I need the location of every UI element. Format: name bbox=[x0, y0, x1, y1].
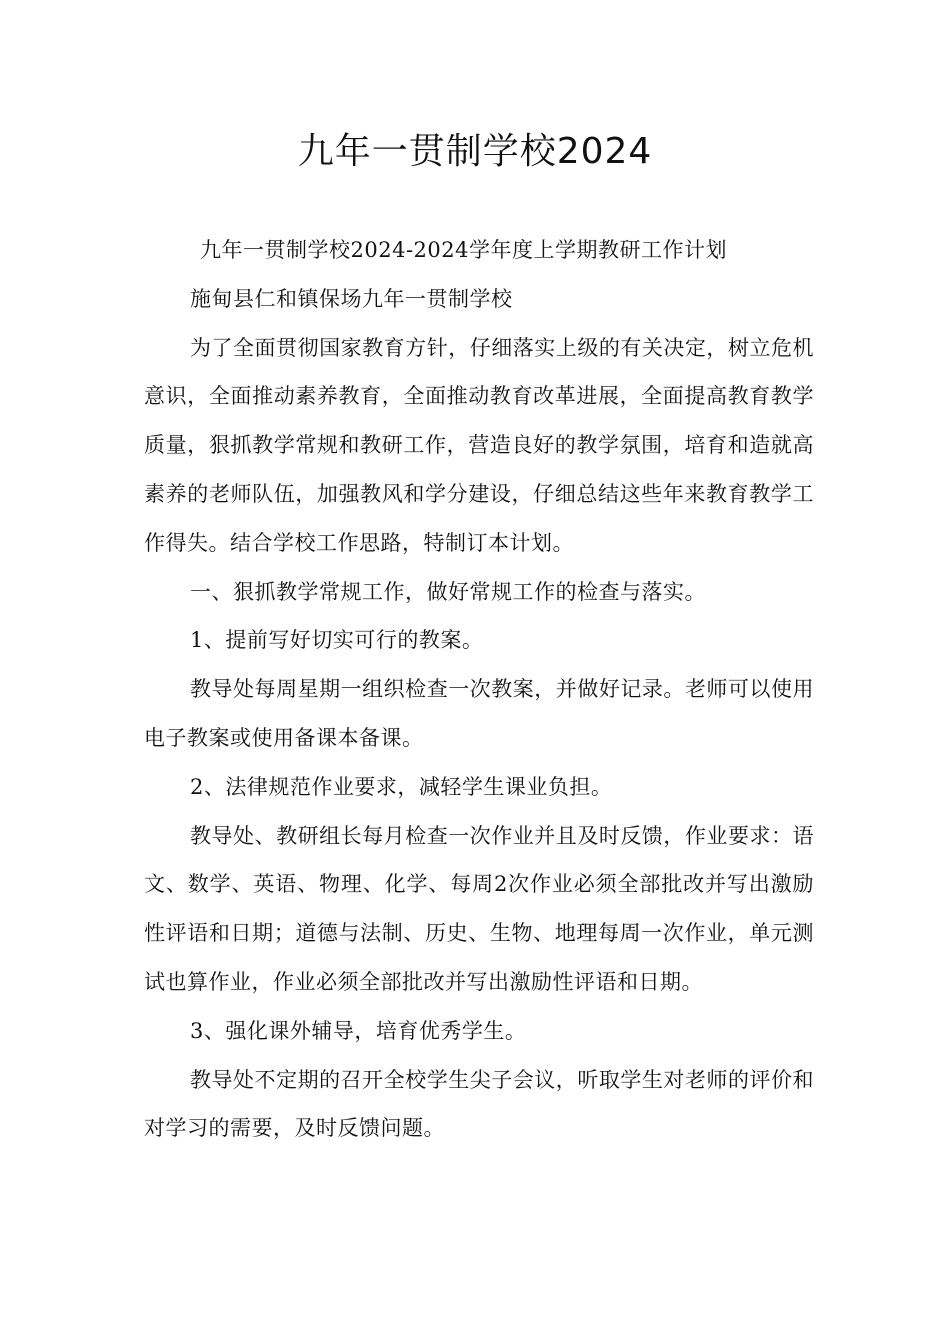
item-heading-3: 3、强化课外辅导，培育优秀学生。 bbox=[190, 1018, 527, 1043]
item-paragraph-2: 教导处、教研组长每月检查一次作业并且及时反馈，作业要求：语文、数学、英语、物理、化学、每周2次作业必须全部批改并写出激励性评语和日期；道德与法制、历史、生物、地理每周一次作业，单元测试也算作业，作业必须全部批改并写出激励性评语和日期。 bbox=[144, 823, 814, 994]
document-title: 九年一贯制学校2024 bbox=[297, 131, 653, 172]
item-heading-1: 1、提前写好切实可行的教案。 bbox=[190, 628, 484, 653]
item-heading-2: 2、法律规范作业要求，减轻学生课业负担。 bbox=[190, 774, 613, 799]
document-body bbox=[144, 226, 814, 1153]
intro-paragraph: 为了全面贯彻国家教育方针，仔细落实上级的有关决定，树立危机意识，全面推动素养教育，全面推动教育改革进展，全面提高教育教学质量，狠抓教学常规和教研工作，营造良好的教学氛围，培育和造就高素养的老师队伍，加强教风和学分建设，仔细总结这些年来教育教学工作得失。结合学校工作思路，特制订本计划。 bbox=[144, 335, 814, 555]
school-name: 施甸县仁和镇保场九年一贯制学校 bbox=[190, 286, 513, 311]
item-paragraph-1: 教导处每周星期一组织检查一次教案，并做好记录。老师可以使用电子教案或使用备课本备课。 bbox=[144, 677, 814, 750]
section-heading-1: 一、狠抓教学常规工作，做好常规工作的检查与落实。 bbox=[190, 579, 706, 604]
item-paragraph-3: 教导处不定期的召开全校学生尖子会议，听取学生对老师的评价和对学习的需要，及时反馈问题。 bbox=[144, 1067, 814, 1141]
plan-subtitle: 九年一贯制学校2024-2024学年度上学期教研工作计划 bbox=[200, 238, 727, 262]
